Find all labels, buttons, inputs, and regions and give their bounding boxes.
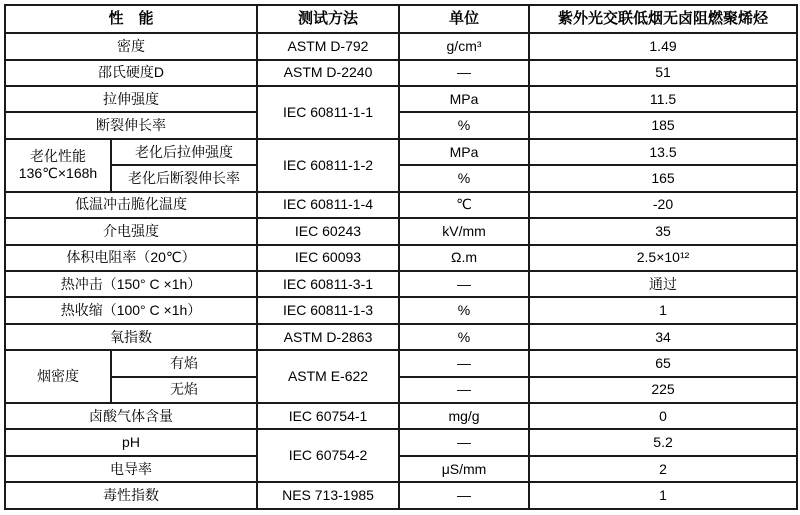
cell-property: 热冲击（150° C ×1h）	[5, 271, 257, 297]
table-row	[5, 165, 797, 191]
cell-property: 老化后断裂伸长率	[111, 165, 257, 191]
table-row	[5, 192, 797, 218]
table-row	[5, 33, 797, 59]
cell-unit: %	[399, 324, 529, 350]
cell-value: 13.5	[529, 139, 797, 165]
table-row	[5, 218, 797, 244]
cell-unit: MPa	[399, 86, 529, 112]
cell-unit: —	[399, 271, 529, 297]
aging-group-line1: 老化性能	[30, 148, 86, 165]
cell-property: 无焰	[111, 377, 257, 403]
cell-value: 2.5×10¹²	[529, 245, 797, 271]
header-value: 紫外光交联低烟无卤阻燃聚烯烃	[529, 5, 797, 33]
cell-property: 氧指数	[5, 324, 257, 350]
cell-method: IEC 60754-1	[257, 403, 399, 429]
header-row	[5, 5, 797, 33]
cell-value: 通过	[529, 271, 797, 297]
cell-unit: —	[399, 60, 529, 86]
cell-unit: ℃	[399, 192, 529, 218]
cell-method: ASTM E-622	[257, 350, 399, 403]
cell-property: 热收缩（100° C ×1h）	[5, 297, 257, 323]
cell-unit: Ω.m	[399, 245, 529, 271]
cell-value: 65	[529, 350, 797, 376]
table-row	[5, 350, 797, 376]
table-row	[5, 429, 797, 455]
cell-method: IEC 60811-3-1	[257, 271, 399, 297]
cell-unit: %	[399, 112, 529, 138]
cell-method: NES 713-1985	[257, 482, 399, 509]
cell-unit: —	[399, 377, 529, 403]
cell-method: IEC 60811-1-2	[257, 139, 399, 192]
cell-method: ASTM D-792	[257, 33, 399, 59]
cell-property: 电导率	[5, 456, 257, 482]
aging-group-line2: 136℃×168h	[18, 165, 98, 182]
cell-unit: MPa	[399, 139, 529, 165]
table-row	[5, 403, 797, 429]
table-row	[5, 324, 797, 350]
cell-value: 185	[529, 112, 797, 138]
header-method: 测试方法	[257, 5, 399, 33]
cell-value: 51	[529, 60, 797, 86]
cell-value: 1	[529, 297, 797, 323]
cell-property: 低温冲击脆化温度	[5, 192, 257, 218]
cell-property: 卤酸气体含量	[5, 403, 257, 429]
cell-unit: mg/g	[399, 403, 529, 429]
cell-method: ASTM D-2863	[257, 324, 399, 350]
cell-unit: %	[399, 297, 529, 323]
cell-value: 165	[529, 165, 797, 191]
table-row	[5, 377, 797, 403]
table-row	[5, 139, 797, 165]
cell-property: 体积电阻率（20℃）	[5, 245, 257, 271]
cell-method: IEC 60811-1-4	[257, 192, 399, 218]
cell-property: 老化后拉伸强度	[111, 139, 257, 165]
cell-unit: —	[399, 429, 529, 455]
header-unit: 单位	[399, 5, 529, 33]
cell-unit: kV/mm	[399, 218, 529, 244]
cell-unit: —	[399, 482, 529, 509]
cell-property: 拉伸强度	[5, 86, 257, 112]
cell-unit: g/cm³	[399, 33, 529, 59]
table-row	[5, 112, 797, 138]
cell-property: 有焰	[111, 350, 257, 376]
table-row	[5, 271, 797, 297]
cell-method: IEC 60811-1-3	[257, 297, 399, 323]
cell-value: -20	[529, 192, 797, 218]
cell-value: 11.5	[529, 86, 797, 112]
header-property: 性 能	[5, 5, 257, 33]
cell-value: 1	[529, 482, 797, 509]
table-row	[5, 482, 797, 509]
cell-property: 断裂伸长率	[5, 112, 257, 138]
cell-property: pH	[5, 429, 257, 455]
cell-property-group	[5, 139, 111, 192]
cell-value: 1.49	[529, 33, 797, 59]
cell-value: 34	[529, 324, 797, 350]
table-row	[5, 456, 797, 482]
cell-method: IEC 60093	[257, 245, 399, 271]
cell-unit: —	[399, 350, 529, 376]
cell-unit: %	[399, 165, 529, 191]
cell-method: IEC 60243	[257, 218, 399, 244]
table-row	[5, 297, 797, 323]
cell-unit: μS/mm	[399, 456, 529, 482]
table-row	[5, 245, 797, 271]
cell-value: 2	[529, 456, 797, 482]
cell-value: 35	[529, 218, 797, 244]
cell-property: 介电强度	[5, 218, 257, 244]
table-row	[5, 86, 797, 112]
cell-property: 毒性指数	[5, 482, 257, 509]
cell-property-group: 烟密度	[5, 350, 111, 403]
cell-value: 0	[529, 403, 797, 429]
table-row	[5, 60, 797, 86]
cell-value: 225	[529, 377, 797, 403]
cell-method: IEC 60754-2	[257, 429, 399, 482]
cell-value: 5.2	[529, 429, 797, 455]
cell-method: ASTM D-2240	[257, 60, 399, 86]
cell-property: 邵氏硬度D	[5, 60, 257, 86]
cell-method: IEC 60811-1-1	[257, 86, 399, 139]
material-properties-table	[4, 4, 798, 510]
cell-property: 密度	[5, 33, 257, 59]
